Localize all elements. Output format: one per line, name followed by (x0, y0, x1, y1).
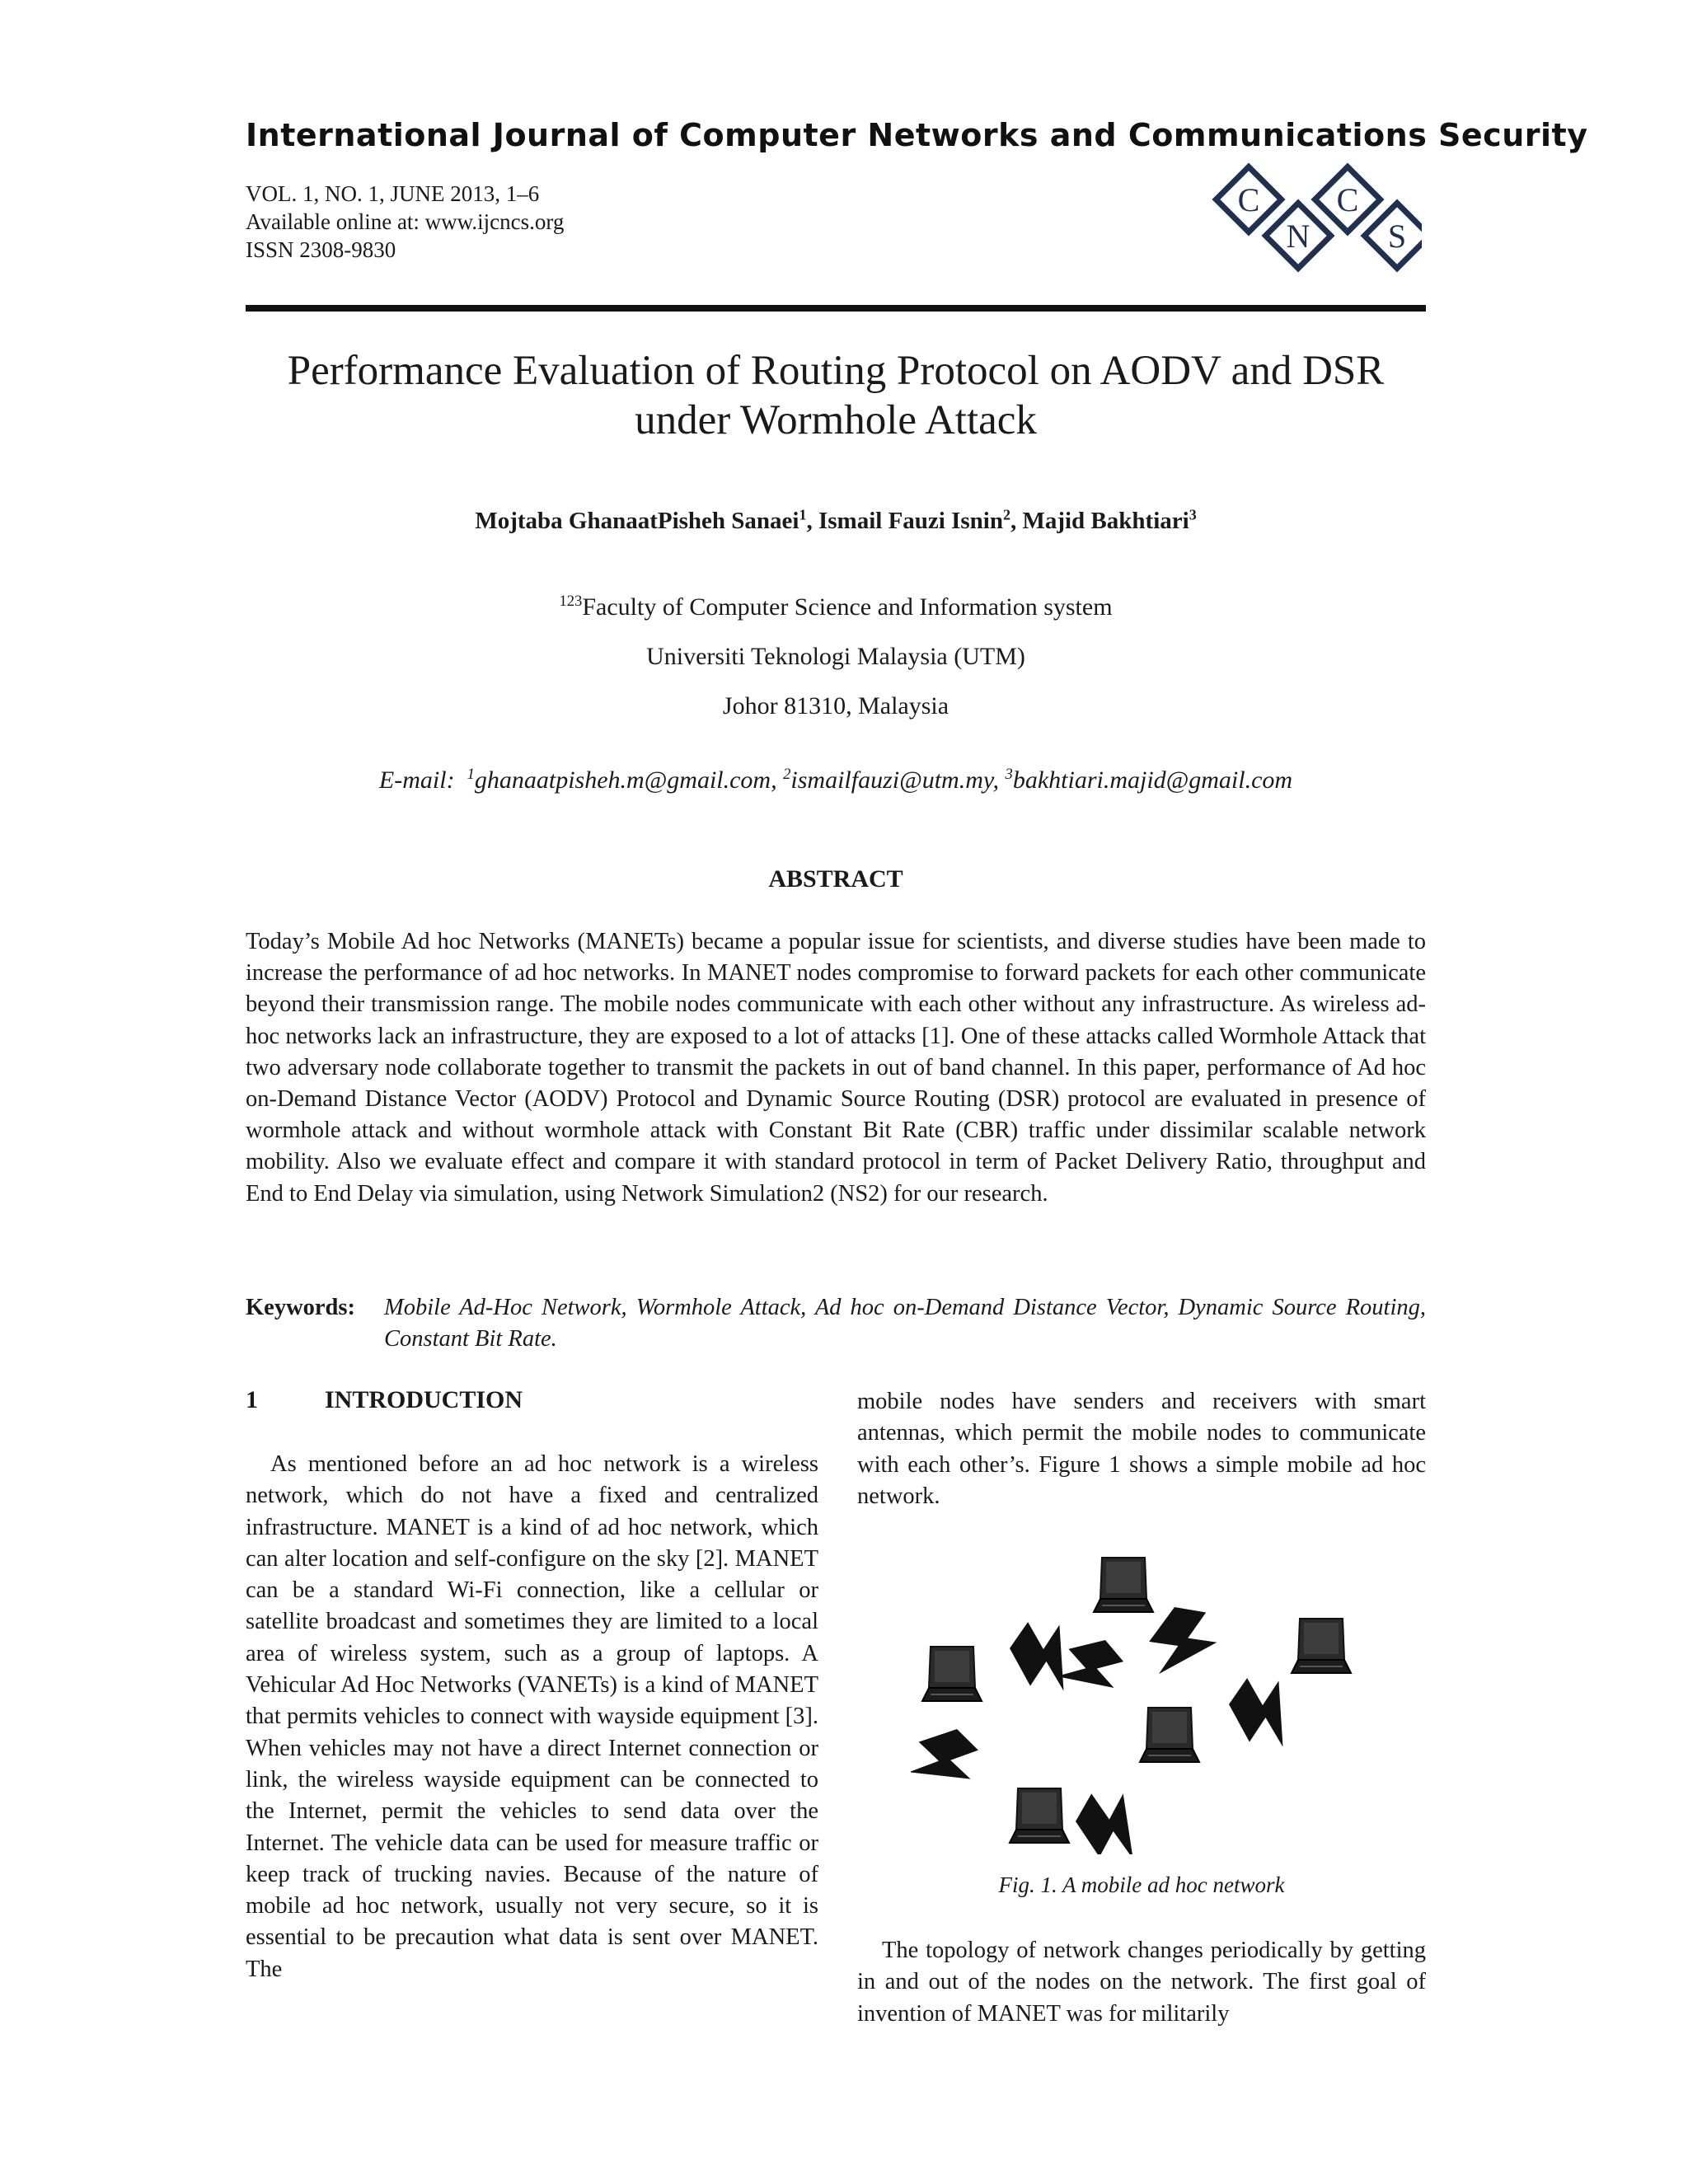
abstract-heading: ABSTRACT (768, 865, 903, 893)
intro-paragraph-continued: mobile nodes have senders and receivers with smart antennas, which permit the mobile nodes to communicate with each other’s. Figure 1 shows a simple mobile ad hoc network. (857, 1389, 1426, 1509)
author-sup: 3 (1189, 506, 1197, 523)
keywords (246, 1292, 1426, 1355)
affiliation-sup: 123 (559, 593, 583, 610)
journal-title: International Journal of Computer Networks and Communications Security (246, 117, 1588, 153)
affiliation-line-1 (246, 593, 1426, 621)
email-link[interactable]: ghanaatpisheh.m@gmail.com (474, 766, 771, 794)
author-name: Majid Bakhtiari (1022, 508, 1189, 534)
logo-letter-s: S (1387, 218, 1407, 255)
laptop-node (922, 1647, 982, 1701)
wireless-link-icon (1217, 1664, 1313, 1761)
title-line-1: Performance Evaluation of Routing Protocol on AODV and DSR (287, 348, 1385, 394)
section-title: INTRODUCTION (325, 1386, 523, 1413)
email-link[interactable]: ismailfauzi@utm.my (790, 766, 993, 794)
header-rule (246, 305, 1426, 312)
manet-figure (911, 1549, 1389, 1854)
keywords-label: Keywords: (246, 1295, 355, 1320)
right-column-bottom (857, 1935, 1426, 2030)
laptop-node (1010, 1788, 1069, 1843)
email-sep: , (771, 766, 784, 794)
journal-logo (1191, 162, 1422, 277)
logo-letter-n: N (1286, 218, 1311, 255)
email-sup: 3 (1005, 766, 1013, 783)
email-line (246, 766, 1426, 794)
author-name: Ismail Fauzi Isnin (818, 508, 1003, 534)
author-sep: , (1010, 508, 1023, 534)
topology-paragraph: The topology of network changes periodically by getting in and out of the nodes on the network. The first goal of invention of MANET was for militarily (857, 1938, 1426, 2027)
wireless-link-icon (1064, 1778, 1161, 1854)
right-column-top (857, 1386, 1426, 1512)
author-list (246, 508, 1426, 535)
author-name: Mojtaba GhanaatPisheh Sanaei (475, 508, 799, 534)
volume-info (246, 180, 564, 264)
left-column (246, 1449, 818, 1985)
author-sep: , (806, 508, 818, 534)
email-sup: 1 (467, 766, 475, 783)
laptop-node (1292, 1619, 1351, 1673)
availability-line: Available online at: www.ijcncs.org (246, 209, 565, 234)
section-number: 1 (246, 1386, 258, 1413)
issn-line: ISSN 2308-9830 (246, 237, 396, 262)
affiliation-line-3: Johor 81310, Malaysia (722, 692, 950, 719)
email-label: E-mail: (378, 766, 467, 794)
email-sep: , (992, 766, 1006, 794)
volume-line: VOL. 1, NO. 1, JUNE 2013, 1–6 (246, 181, 540, 206)
author-sup: 2 (1002, 506, 1010, 523)
email-sup: 2 (783, 766, 791, 783)
section-heading (246, 1386, 523, 1414)
logo-letter-c1: C (1237, 181, 1260, 218)
title-line-2: under Wormhole Attack (635, 397, 1037, 443)
figure-caption: Fig. 1. A mobile ad hoc network (998, 1872, 1285, 1897)
logo-letter-c2: C (1336, 181, 1359, 218)
affiliation-text: Faculty of Computer Science and Information system (582, 593, 1113, 621)
intro-paragraph: As mentioned before an ad hoc network is a wireless network, which do not have a fixed and centralized infrastructure. MANET is a kind of ad hoc network, which can alter location and self-configure on the sky [2]. MANET can be a standard Wi-Fi connection, like a cellular or satellite broadcast and sometimes they are limited to a local area of wireless system, such as a group of laptops. A Vehicular Ad Hoc Networks (VANETs) is a kind of MANET that permits vehicles to connect with wayside equipment [3]. When vehicles may not have a direct Internet connection or link, the wireless wayside equipment can be connected to the Internet, permit the vehicles to send data over the Internet. The vehicle data can be used for measure traffic or keep track of trucking navies. Because of the nature of mobile ad hoc network, usually not very secure, so it is essential to be precaution what data is sent over MANET. The (246, 1451, 818, 1982)
author-sup: 1 (799, 506, 807, 523)
keywords-text: Mobile Ad-Hoc Network, Wormhole Attack, Ad hoc on-Demand Distance Vector, Dynamic Source Routing, Constant Bit Rate. (384, 1295, 1426, 1352)
email-link[interactable]: bakhtiari.majid@gmail.com (1012, 766, 1293, 794)
abstract-text: Today’s Mobile Ad hoc Networks (MANETs) became a popular issue for scientists, and diverse studies have been made to increase the performance of ad hoc networks. In MANET nodes compromise to forward packets for each other communicate beyond their transmission range. The mobile nodes communicate with each other without any infrastructure. As wireless ad-hoc networks lack an infrastructure, they are exposed to a lot of attacks [1]. One of these attacks called Wormhole Attack that two adversary node collaborate together to transmit the packets in out of band channel. In this paper, performance of Ad hoc on-Demand Distance Vector (AODV) Protocol and Dynamic Source Routing (DSR) protocol are evaluated in presence of wormhole attack and without wormhole attack with Constant Bit Rate (CBR) traffic under dissimilar scalable network mobility. Also we evaluate effect and compare it with standard protocol in term of Packet Delivery Ratio, throughput and End to End Delay via simulation, using Network Simulation2 (NS2) for our research. (246, 929, 1426, 1207)
laptop-node (1140, 1708, 1199, 1762)
laptop-node (1094, 1558, 1153, 1612)
affiliation-line-2: Universiti Teknologi Malaysia (UTM) (646, 643, 1025, 670)
paper-title (246, 346, 1426, 445)
wireless-link-icon (911, 1718, 989, 1804)
